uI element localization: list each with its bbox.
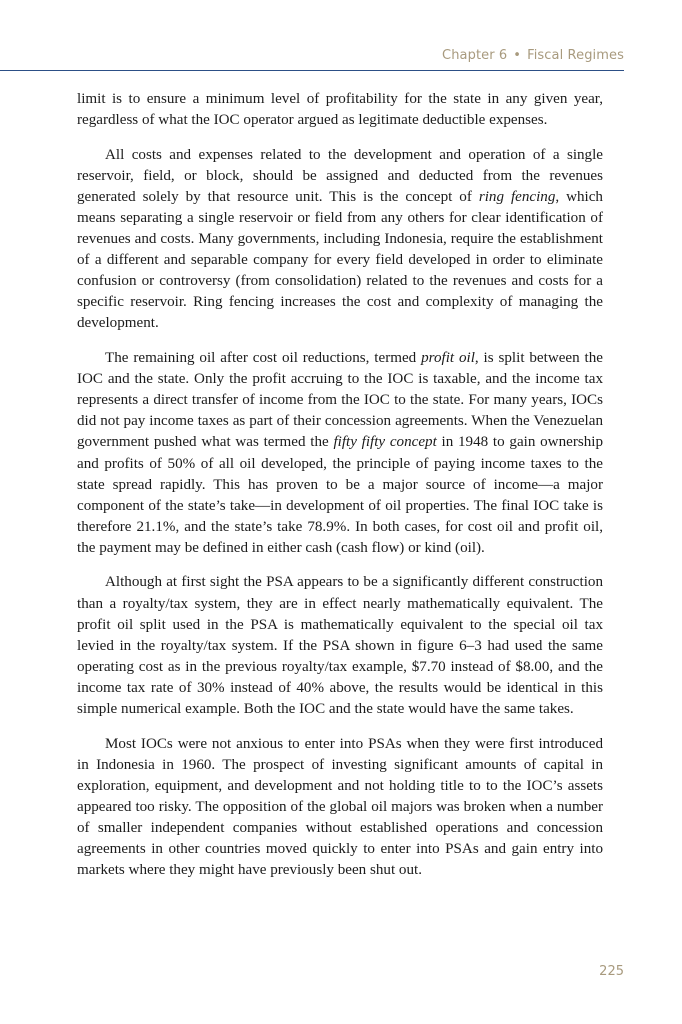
paragraph-2-text-a: All costs and expenses related to the development and operation of a single reservoir, field, or block, should be assigned and deducted from the revenues generated solely by that resource unit. This is the concept of bbox=[77, 146, 603, 205]
term-profit-oil: profit oil bbox=[421, 350, 475, 367]
chapter-label: Chapter 6 bbox=[442, 48, 508, 63]
paragraph-4: Although at first sight the PSA appears to be a significantly different construction than a royalty/tax system, they are in effect nearly mathematically equivalent. The profit oil split used in the PSA is mathematically equivalent to the special oil tax levied in the royalty/tax system. If the PSA shown in figure 6–3 had used the same operating cost as in the previous royalty/tax example, $7.70 instead of $8.00, and the income tax rate of 30% instead of 40% above, the results would be identical in this simple numerical example. Both the IOC and the state would have the same takes. bbox=[77, 574, 603, 718]
section-label: Fiscal Regimes bbox=[527, 48, 624, 63]
term-ring-fencing: ring fencing bbox=[478, 188, 556, 205]
paragraph-3-text-b: , is split between the IOC and the state. Only the profit accruing to the IOC is taxable, and the income tax represents a direct transfer of income from the IOC to the state. For many years, IOCs did not pay income taxes as part of their concession agreements. When the Venezuelan government pushed what was termed the bbox=[77, 350, 603, 451]
header-rule bbox=[0, 70, 624, 71]
header-separator: • bbox=[513, 48, 522, 63]
paragraph-2 bbox=[77, 145, 603, 335]
page-number: 225 bbox=[599, 964, 624, 979]
paragraph-1: limit is to ensure a minimum level of profitability for the state in any given year, regardless of what the IOC operator argued as legitimate deductible expenses. bbox=[77, 91, 603, 129]
paragraph-3-text-c: in 1948 to gain ownership and profits of 50% of all oil developed, the principle of paying income taxes to the state spread rapidly. This has proven to be a major source of income—a major component of the state’s take—in development of oil properties. The final IOC take is therefore 21.1%, and the state’s take 78.9%. In both cases, for cost oil and profit oil, the payment may be defined in either cash (cash flow) or kind (oil). bbox=[77, 434, 604, 556]
body-text bbox=[77, 89, 603, 895]
paragraph-5: Most IOCs were not anxious to enter into PSAs when they were first introduced in Indonesia in 1960. The prospect of investing significant amounts of capital in exploration, equipment, and development and not holding title to to the IOC’s assets appeared too risky. The opposition of the global oil majors was broken when a number of smaller independent companies without established operations and concession agreements in other countries moved quickly to enter into PSAs and gain entry into markets where they might have previously been shut out. bbox=[77, 735, 603, 879]
paragraph-3 bbox=[77, 348, 603, 559]
running-header bbox=[442, 48, 624, 63]
term-fifty-fifty-concept: fifty fifty concept bbox=[333, 434, 437, 451]
paragraph-2-text-b: , which means separating a single reservoir or field from any others for clear identification of revenues and costs. Many governments, including Indonesia, require the establishment of a different and separable company for every field developed in order to eliminate confusion or controversy (from consolidation) related to the revenues and costs for a specific reservoir. Ring fencing increases the cost and complexity of managing the development. bbox=[77, 188, 603, 332]
paragraph-3-text-a: The remaining oil after cost oil reductions, termed bbox=[105, 350, 422, 367]
